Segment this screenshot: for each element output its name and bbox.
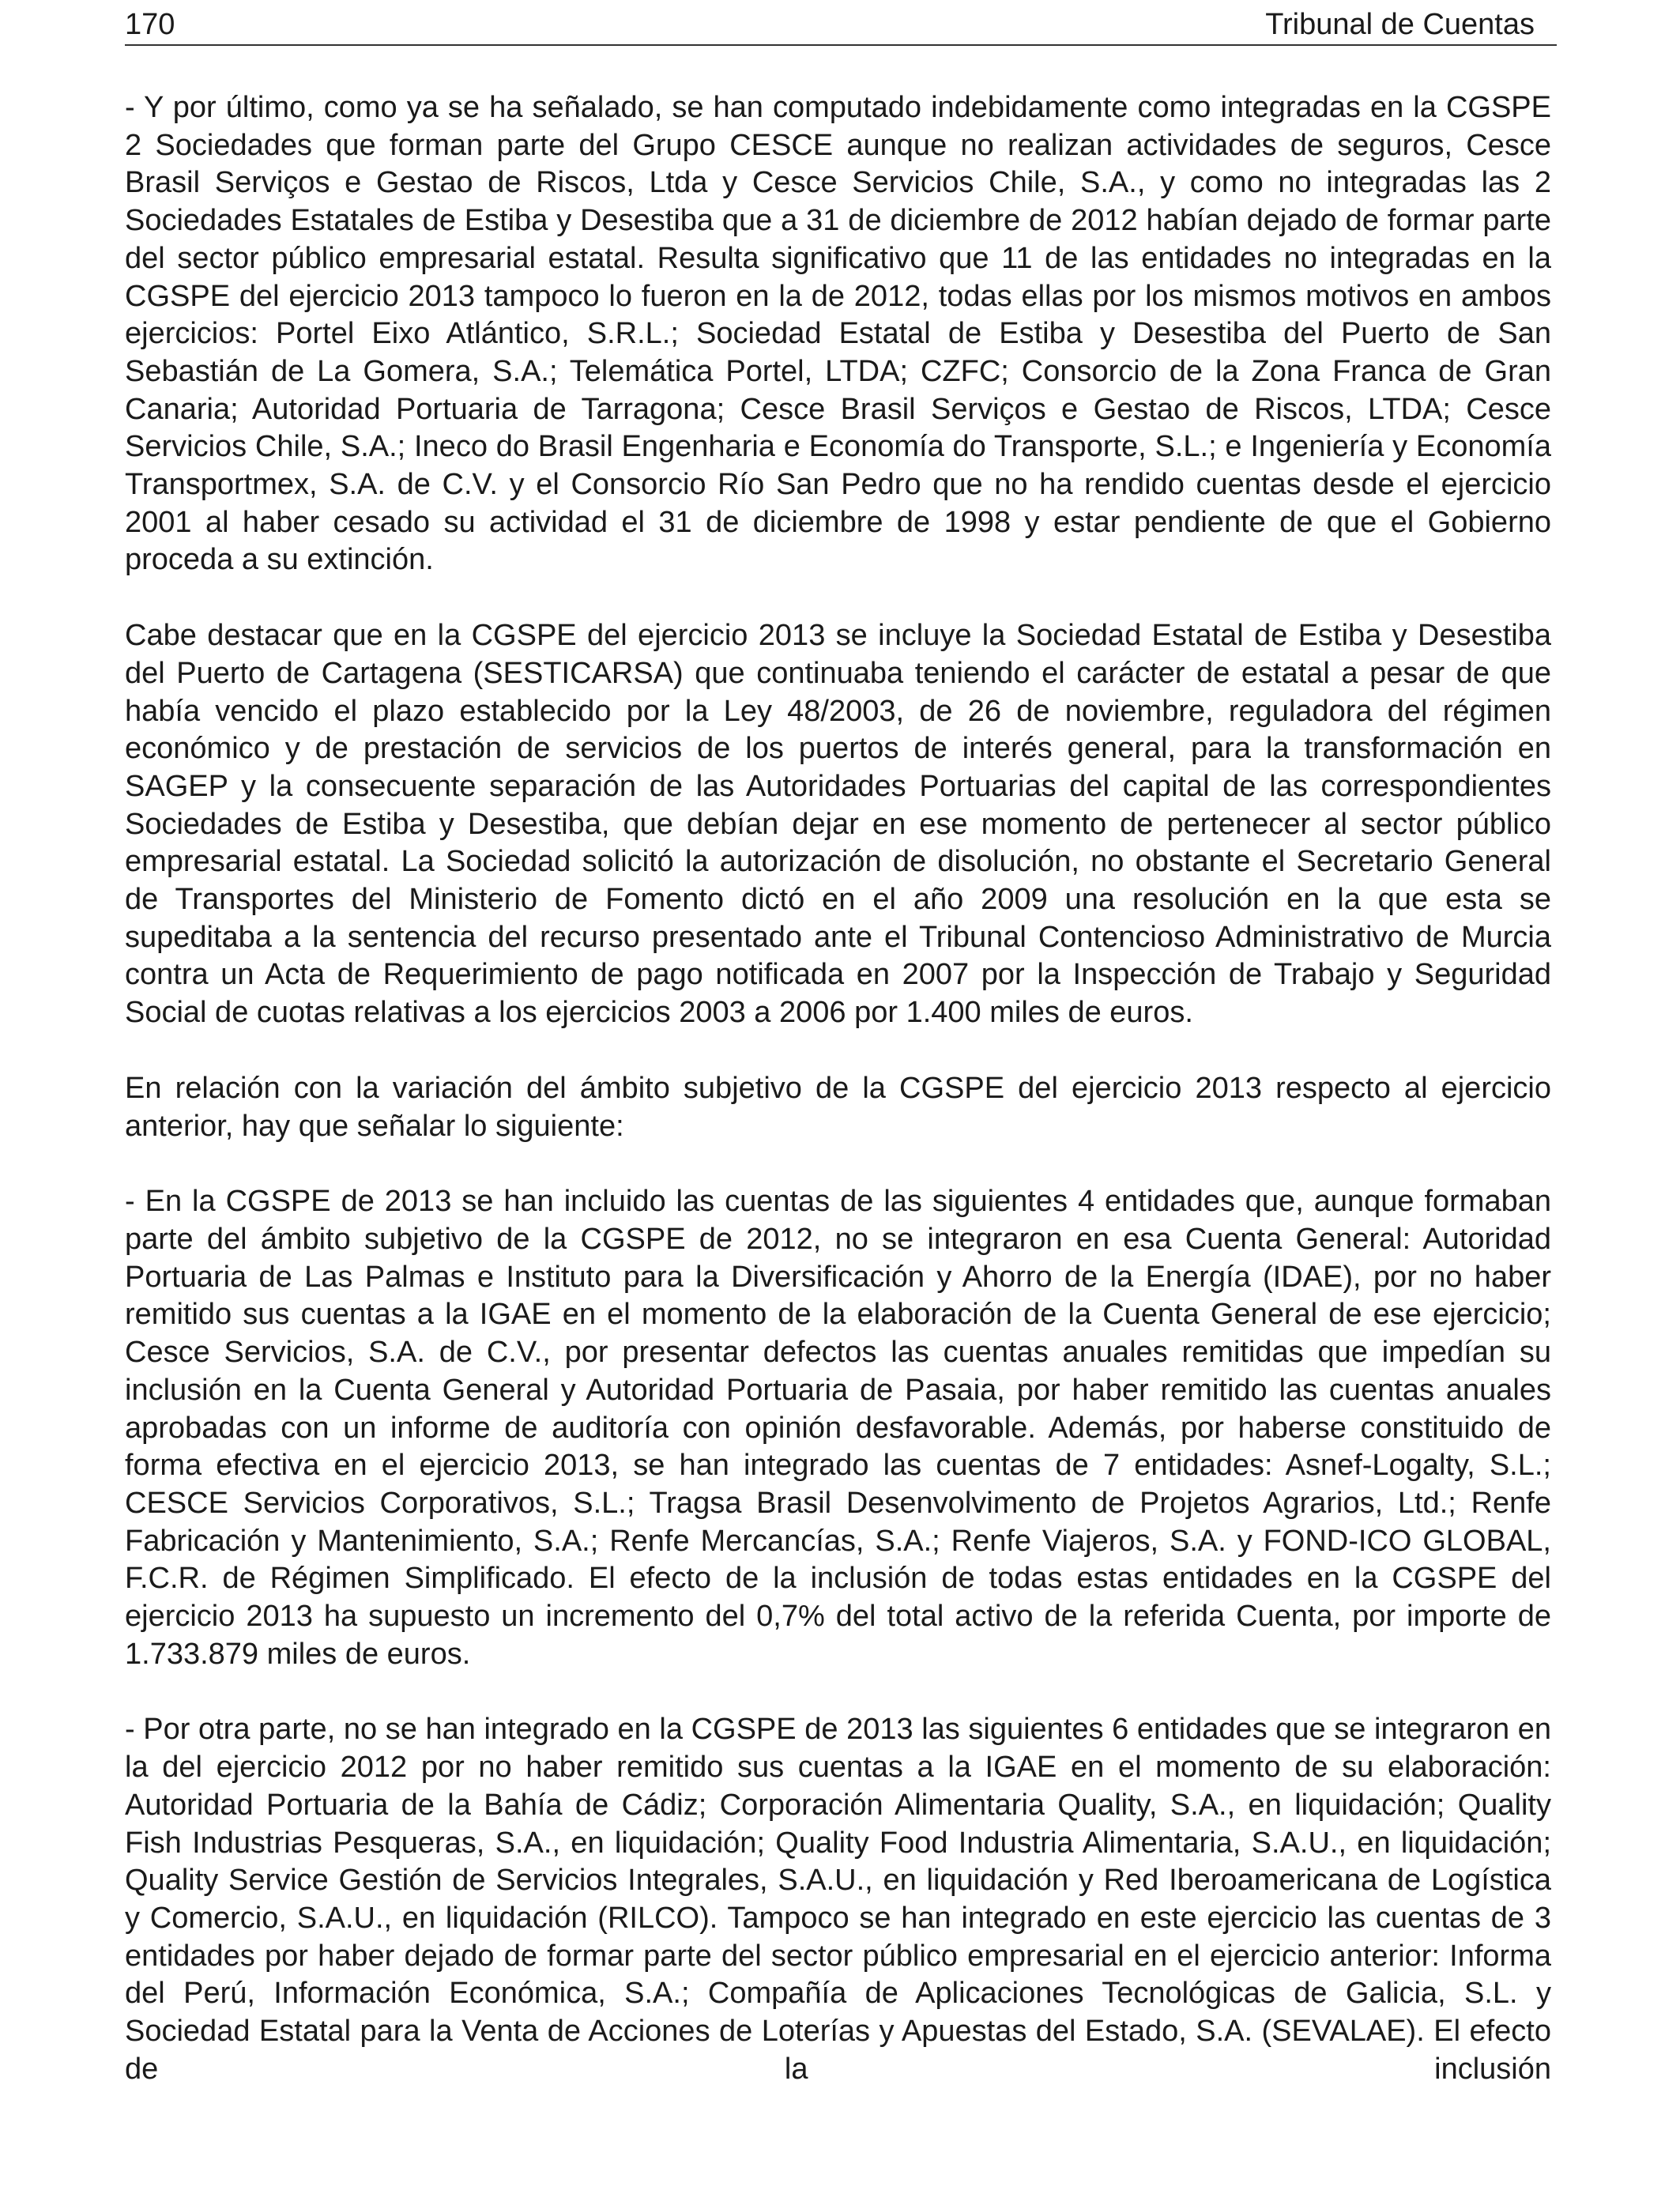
paragraph-2: Cabe destacar que en la CGSPE del ejercicio 2013 se incluye la Sociedad Estatal de Estiba y Desestiba del Puerto de Cartagena (SESTICARSA) que continuaba teniendo el carácter de estatal a pesar de que había vencido el plazo establecido por la Ley 48/2003, de 26 de noviembre, reguladora del régimen económico y de prestación de servicios de los puertos de interés general, para la transformación en SAGEP y la consecuente separación de las Autoridades Portuarias del capital de las correspondientes Sociedades de Estiba y Desestiba, que debían dejar en ese momento de pertenecer al sector público empresarial estatal. La Sociedad solicitó la autorización de disolución, no obstante el Secretario General de Transportes del Ministerio de Fomento dictó en el año 2009 una resolución en la que esta se supeditaba a la sentencia del recurso presentado ante el Tribunal Contencioso Administrativo de Murcia contra un Acta de Requerimiento de pago notificada en 2007 por la Inspección de Trabajo y Seguridad Social de cuotas relativas a los ejercicios 2003 a 2006 por 1.400 miles de euros. — [125, 619, 1551, 1030]
body-text — [125, 89, 1551, 2088]
paragraph-4: - En la CGSPE de 2013 se han incluido las cuentas de las siguientes 4 entidades que, aunque formaban parte del ámbito subjetivo de la CGSPE de 2012, no se integraron en esa Cuenta General: Autoridad Portuaria de Las Palmas e Instituto para la Diversificación y Ahorro de la Energía (IDAE), por no haber remitido sus cuentas a la IGAE en el momento de la elaboración de la Cuenta General de ese ejercicio; Cesce Servicios, S.A. de C.V., por presentar defectos las cuentas anuales remitidas que impedían su inclusión en la Cuenta General y Autoridad Portuaria de Pasaia, por haber remitido las cuentas anuales aprobadas con un informe de auditoría con opinión desfavorable. Además, por haberse constituido de forma efectiva en el ejercicio 2013, se han integrado las cuentas de 7 entidades: Asnef-Logalty, S.L.; CESCE Servicios Corporativos, S.L.; Tragsa Brasil Desenvolvimento de Projetos Agrarios, Ltd.; Renfe Fabricación y Mantenimiento, S.A.; Renfe Mercancías, S.A.; Renfe Viajeros, S.A. y FOND-ICO GLOBAL, F.C.R. de Régimen Simplificado. El efecto de la inclusión de todas estas entidades en la CGSPE del ejercicio 2013 ha supuesto un incremento del 0,7% del total activo de la referida Cuenta, por importe de 1.733.879 miles de euros. — [125, 1185, 1551, 1671]
page-header — [125, 5, 1557, 46]
page-number: 170 — [125, 8, 175, 41]
paragraph-1: - Y por último, como ya se ha señalado, se han computado indebidamente como integradas en la CGSPE 2 Sociedades que forman parte del Grupo CESCE aunque no realizan actividades de seguros, Cesce Brasil Serviços e Gestao de Riscos, Ltda y Cesce Servicios Chile, S.A., y como no integradas las 2 Sociedades Estatales de Estiba y Desestiba que a 31 de diciembre de 2012 habían dejado de formar parte del sector público empresarial estatal. Resulta significativo que 11 de las entidades no integradas en la CGSPE del ejercicio 2013 tampoco lo fueron en la de 2012, todas ellas por los mismos motivos en ambos ejercicios: Portel Eixo Atlántico, S.R.L.; Sociedad Estatal de Estiba y Desestiba del Puerto de San Sebastián de La Gomera, S.A.; Telemática Portel, LTDA; CZFC; Consorcio de la Zona Franca de Gran Canaria; Autoridad Portuaria de Tarragona; Cesce Brasil Serviços e Gestao de Riscos, LTDA; Cesce Servicios Chile, S.A.; Ineco do Brasil Engenharia e Economía do Transporte, S.L.; e Ingeniería y Economía Transportmex, S.A. de C.V. y el Consorcio Río San Pedro que no ha rendido cuentas desde el ejercicio 2001 al haber cesado su actividad el 31 de diciembre de 1998 y estar pendiente de que el Gobierno proceda a su extinción. — [125, 91, 1551, 577]
paragraph-5: - Por otra parte, no se han integrado en la CGSPE de 2013 las siguientes 6 entidades que se integraron en la del ejercicio 2012 por no haber remitido sus cuentas a la IGAE en el momento de su elaboración: Autoridad Portuaria de la Bahía de Cádiz; Corporación Alimentaria Quality, S.A., en liquidación; Quality Fish Industrias Pesqueras, S.A., en liquidación; Quality Food Industria Alimentaria, S.A.U., en liquidación; Quality Service Gestión de Servicios Integrales, S.A.U., en liquidación y Red Iberoamericana de Logística y Comercio, S.A.U., en liquidación (RILCO). Tampoco se han integrado en este ejercicio las cuentas de 3 entidades por haber dejado de formar parte del sector público empresarial en el ejercicio anterior: Informa del Perú, Información Económica, S.A.; Compañía de Aplicaciones Tecnológicas de Galicia, S.L. y Sociedad Estatal para la Venta de Acciones de Loterías y Apuestas del Estado, S.A. (SEVALAE). El efecto de la inclusión — [125, 1713, 1551, 2086]
running-title: Tribunal de Cuentas — [1265, 8, 1535, 41]
paragraph-3: En relación con la variación del ámbito subjetivo de la CGSPE del ejercicio 2013 respecto al ejercicio anterior, hay que señalar lo siguiente: — [125, 1071, 1551, 1143]
